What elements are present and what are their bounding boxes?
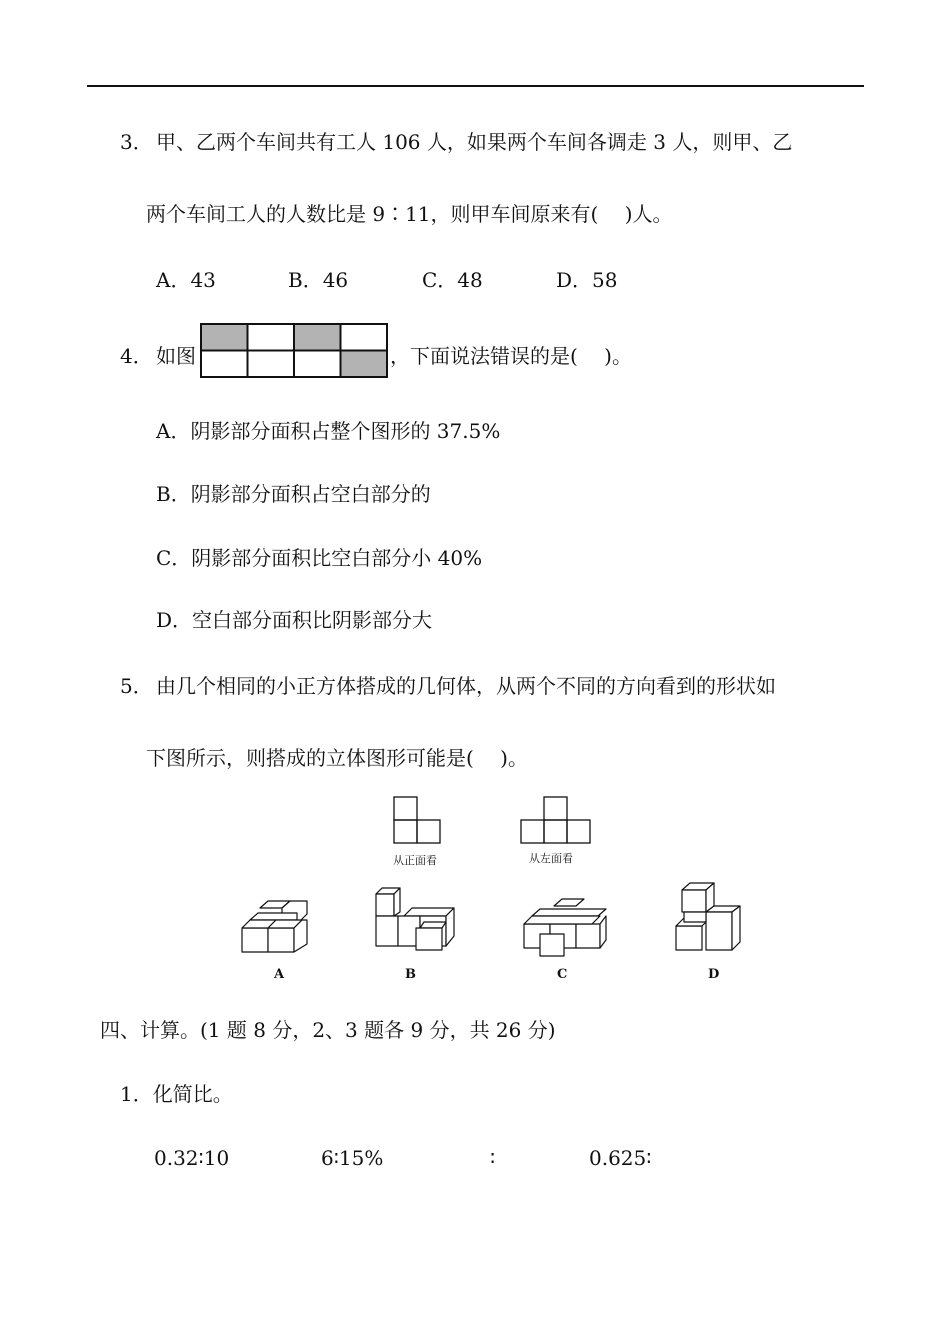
q4-stem-suffix: ，下面说法错误的是( )。	[390, 344, 632, 368]
left-view-figure	[520, 796, 592, 844]
q4-grid-figure	[200, 323, 388, 378]
choice-b-label: B	[405, 967, 416, 982]
section4-q1-title: 1．化简比。	[120, 1082, 233, 1106]
grid-cell-blank	[341, 324, 388, 351]
q4-number: 4．	[120, 344, 153, 368]
q5-line2: 下图所示，则搭成的立体图形可能是( )。	[146, 746, 528, 770]
choice-c-figure	[522, 898, 608, 958]
front-view-figure	[393, 796, 443, 844]
choice-d-label: D	[708, 967, 720, 982]
q5-line1: 由几个相同的小正方体搭成的几何体，从两个不同的方向看到的形状如	[156, 674, 776, 698]
q4-option-a: A．阴影部分面积占整个图形的 37.5%	[156, 419, 501, 443]
q5-number: 5．	[120, 674, 153, 698]
q3-option-b: B．46	[288, 268, 349, 292]
q3-line2: 两个车间工人的人数比是 9∶11，则甲车间原来有( )人。	[146, 202, 673, 226]
q3-number: 3．	[120, 130, 153, 154]
grid-cell-blank	[248, 351, 295, 378]
left-view-caption: 从左面看	[529, 852, 573, 865]
q3-line1: 甲、乙两个车间共有工人 106 人，如果两个车间各调走 3 人，则甲、乙	[156, 130, 793, 154]
choice-d-figure	[672, 882, 744, 954]
q3-option-d: D．58	[556, 268, 618, 292]
q4-stem-prefix: 如图	[156, 344, 196, 368]
q4-option-c: C．阴影部分面积比空白部分小 40%	[156, 546, 483, 570]
grid-cell-shaded	[201, 324, 248, 351]
q3-option-a: A．43	[156, 268, 216, 292]
q4-option-d: D．空白部分面积比阴影部分大	[156, 608, 433, 632]
expr-4: 0.625∶	[589, 1146, 652, 1170]
expr-2: 6∶15%	[321, 1146, 384, 1170]
choice-b-figure	[372, 886, 460, 954]
choice-c-label: C	[557, 967, 568, 982]
front-view-caption: 从正面看	[393, 854, 437, 867]
grid-cell-blank	[248, 324, 295, 351]
grid-cell-blank	[294, 351, 341, 378]
grid-cell-blank	[201, 351, 248, 378]
q4-option-b: B．阴影部分面积占空白部分的	[156, 482, 431, 506]
choice-a-figure	[240, 900, 312, 958]
expr-1: 0.32∶10	[154, 1146, 230, 1170]
section4-title: 四、计算。(1 题 8 分，2、3 题各 9 分，共 26 分)	[100, 1018, 556, 1042]
expr-3: ∶	[490, 1146, 496, 1170]
grid-cell-shaded	[294, 324, 341, 351]
q3-option-c: C．48	[422, 268, 483, 292]
choice-a-label: A	[274, 967, 285, 982]
header-rule	[87, 85, 864, 87]
grid-cell-shaded	[341, 351, 388, 378]
